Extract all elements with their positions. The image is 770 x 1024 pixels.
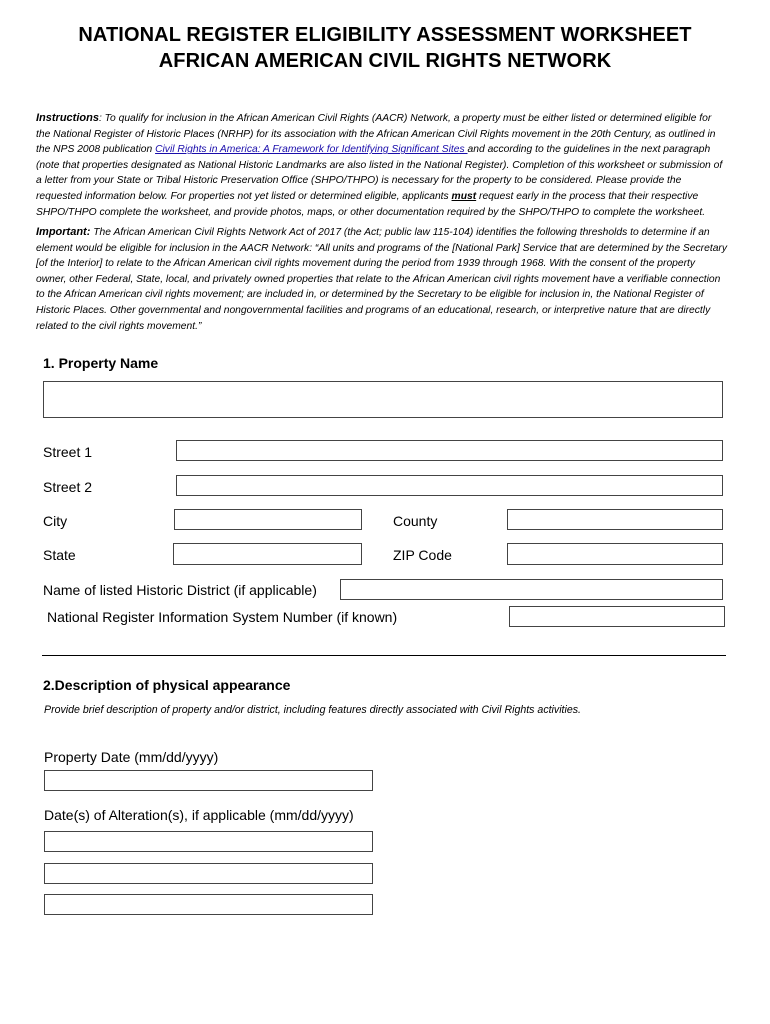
property-date-label: Property Date (mm/dd/yyyy) [44, 749, 219, 765]
important-text: The African American Civil Rights Network Act of 2017 (the Act; public law 115-104) identifies the following thresholds to determine if an element would be eligible for inclusion in the AACR Network: “All units and programs of the [National Park] Service that are determined by the Secretary [of the Interior] to relate to the African American civil rights movement during the period from 1939 through 1968. With the consent of the property owner, other Federal, State, local, and privately owned properties that relate to the African American civil rights movement have a verifiable connection to the African American civil rights movement; are included in, or determined by the Secretary to be eligible for inclusion in, the National Register of Historic Places. Other governmental and nongovernmental facilities and programs of an educational, research, or interpretive nature that are directly related to the civil rights movement.” [36, 227, 727, 332]
state-input[interactable] [173, 543, 362, 565]
property-name-input[interactable] [43, 381, 723, 418]
section-divider [42, 655, 726, 656]
instructions-lead: Instructions [36, 112, 99, 124]
title-line-1: NATIONAL REGISTER ELIGIBILITY ASSESSMENT WORKSHEET [78, 24, 692, 46]
county-label: County [393, 513, 438, 529]
alteration-date-input-2[interactable] [44, 863, 373, 884]
nris-number-label: National Register Information System Number (if known) [47, 609, 398, 625]
city-label: City [43, 513, 68, 529]
section-2-heading: 2.Description of physical appearance [43, 677, 291, 693]
instructions-text-1: : To qualify for inclusion in the African American Civil Rights (AACR) Network, a property must be either listed or determined eligible for the National Register of Historic Places (NRHP) for its association with the African American Civil Rights movement in the 20th Century, as outlined in the NPS 2008 publication [36, 113, 716, 156]
description-note: Provide brief description of property and/or district, including features directly associated with Civil Rights activities. [44, 704, 581, 716]
street-2-input[interactable] [176, 475, 723, 496]
section-1-heading: 1. Property Name [43, 355, 159, 371]
street-1-input[interactable] [176, 440, 723, 461]
historic-district-label: Name of listed Historic District (if applicable) [43, 582, 317, 598]
framework-publication-link[interactable]: Civil Rights in America: A Framework for Identifying Significant Sites [155, 144, 468, 156]
street-1-label: Street 1 [43, 444, 93, 460]
city-input[interactable] [174, 509, 362, 530]
zip-code-label: ZIP Code [393, 547, 452, 563]
important-paragraph [36, 225, 728, 334]
state-label: State [43, 547, 76, 563]
important-lead: Important: [36, 226, 91, 238]
instructions-text-2: and according to the guidelines in the next paragraph (note that properties designated as National Historic Landmarks are also listed in the National Register). Completion of this worksheet or submission of a letter from your State or Tribal Historic Preservation Office (SHPO/THPO) is necessary for the property to be considered. Please provide the requested information below. For properties not yet listed or determined eligible, applicants [36, 144, 723, 202]
alteration-date-input-1[interactable] [44, 831, 373, 852]
instructions-paragraph [36, 111, 728, 220]
alteration-date-input-3[interactable] [44, 894, 373, 915]
title-line-2: AFRICAN AMERICAN CIVIL RIGHTS NETWORK [158, 50, 612, 72]
zip-code-input[interactable] [507, 543, 723, 565]
county-input[interactable] [507, 509, 723, 530]
instructions-must: must [451, 190, 477, 202]
street-2-label: Street 2 [43, 479, 93, 495]
alteration-dates-label: Date(s) of Alteration(s), if applicable (mm/dd/yyyy) [44, 807, 354, 823]
historic-district-input[interactable] [340, 579, 723, 600]
nris-number-input[interactable] [509, 606, 725, 627]
property-date-input[interactable] [44, 770, 373, 791]
instructions-text-3: request early in the process that their respective SHPO/THPO complete the worksheet, and provide photos, maps, or other documentation required by the SHPO/THPO to complete the worksheet. [36, 190, 706, 218]
